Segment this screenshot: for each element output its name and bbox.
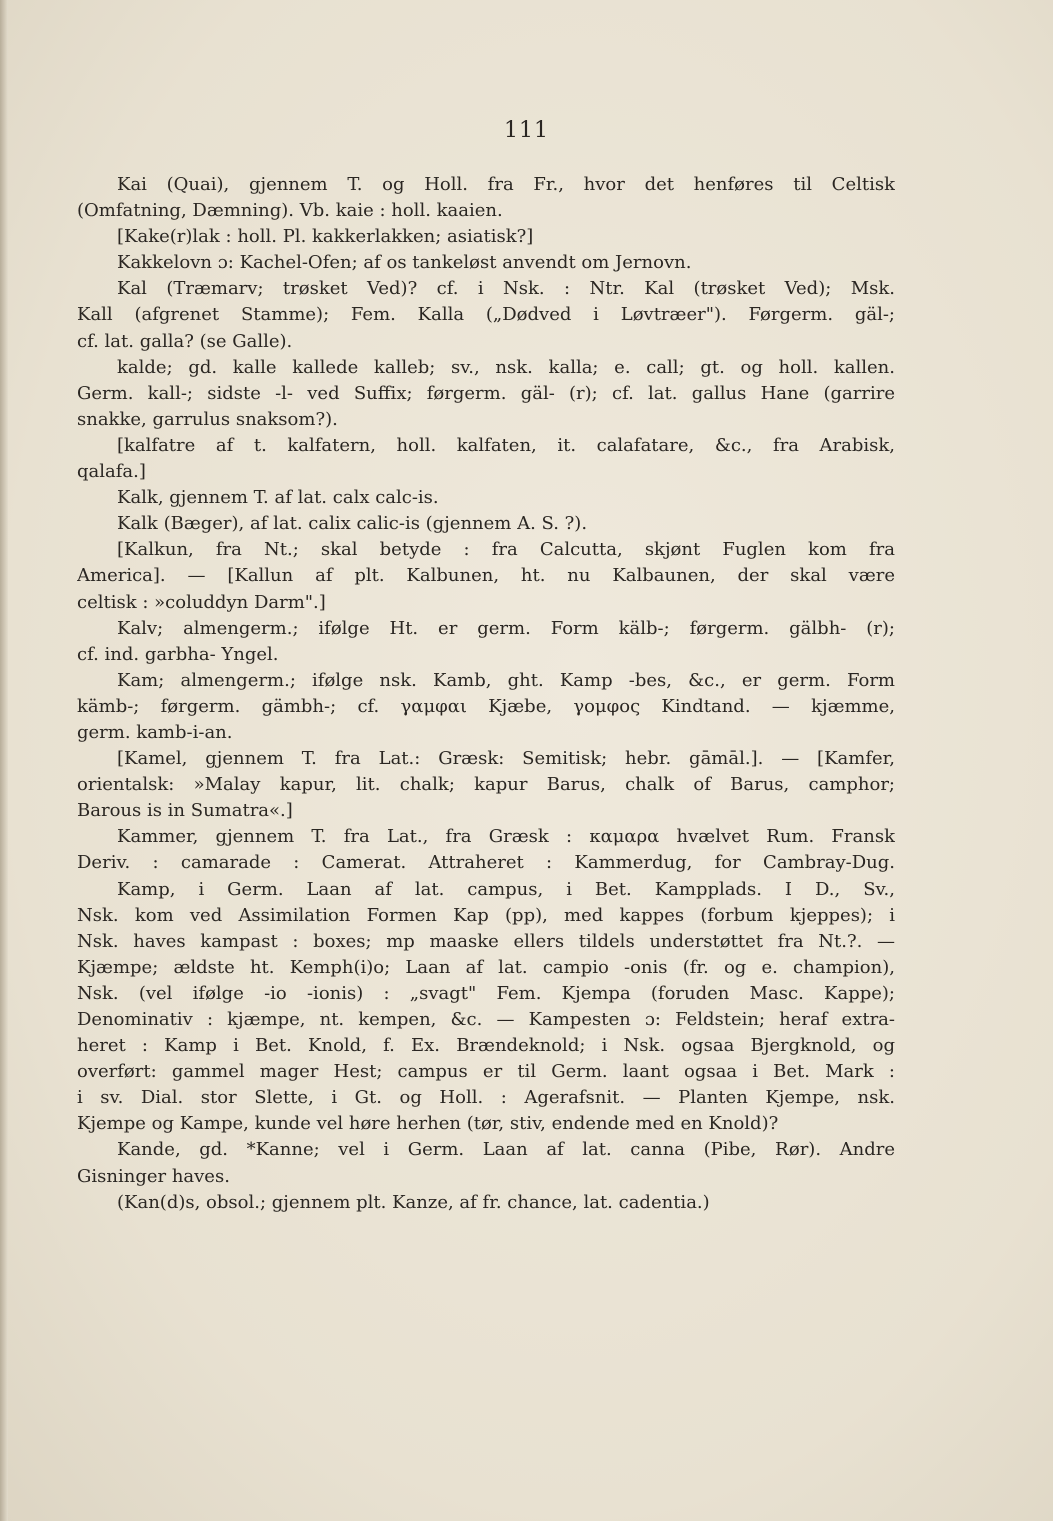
text-line: [Kake(r)lak : holl. Pl. kakkerlakken; asiatisk?] xyxy=(117,226,534,248)
text-line: Kande, gd. *Kanne; vel i Germ. Laan af lat. canna (Pibe, Rør). Andre xyxy=(117,1139,895,1161)
text-line: cf. ind. garbha- Yngel. xyxy=(77,643,279,665)
text-line: kämb-; førgerm. gämbh-; cf. γαμφαι Kjæbe, γομφος Kindtand. — kjæmme, xyxy=(77,695,895,717)
text-line: snakke, garrulus snaksom?). xyxy=(77,408,338,430)
text-line: Deriv. : camarade : Camerat. Attraheret : Kammerdug, for Cambray-Dug. xyxy=(77,852,895,874)
text-line: Kalv; almengerm.; ifølge Ht. er germ. Form kälb-; førgerm. gälbh- (r); xyxy=(117,617,895,639)
text-line: cf. lat. galla? (se Galle). xyxy=(77,330,293,352)
text-line: Kai (Quai), gjennem T. og Holl. fra Fr., hvor det henføres til Celtisk xyxy=(117,174,895,195)
text-line: Kal (Træmarv; trøsket Ved)? cf. i Nsk. : Ntr. Kal (trøsket Ved); Msk. xyxy=(117,278,895,300)
text-line: (Omfatning, Dæmning). Vb. kaie : holl. kaaien. xyxy=(77,200,503,222)
text-line: Kalk (Bæger), af lat. calix calic-is (gjennem A. S. ?). xyxy=(117,513,588,535)
text-line: qalafa.] xyxy=(77,461,146,483)
text-line: Nsk. kom ved Assimilation Formen Kap (pp), med kappes (forbum kjeppes); i xyxy=(77,904,895,926)
text-line: Gisninger haves. xyxy=(77,1165,230,1187)
text-line: Nsk. haves kampast : boxes; mp maaske ellers tildels understøttet fra Nt.?. — xyxy=(77,930,895,952)
text-line: Kamp, i Germ. Laan af lat. campus, i Bet. Kampplads. I D., Sv., xyxy=(117,878,895,900)
text-line: Barous is in Sumatra«.] xyxy=(77,800,293,822)
text-line: Kjæmpe; ældste ht. Kemph(i)o; Laan af lat. campio -onis (fr. og e. champion), xyxy=(77,956,895,978)
text-line: heret : Kamp i Bet. Knold, f. Ex. Brændeknold; i Nsk. ogsaa Bjergknold, og xyxy=(77,1035,895,1057)
text-line: Kam; almengerm.; ifølge nsk. Kamb, ght. Kamp -bes, &c., er germ. Form xyxy=(117,669,895,691)
text-line: [Kalkun, fra Nt.; skal betyde : fra Calcutta, skjønt Fuglen kom fra xyxy=(117,539,895,561)
text-line: germ. kamb-i-an. xyxy=(77,721,233,743)
text-line: America]. — [Kallun af plt. Kalbunen, ht. nu Kalbaunen, der skal være xyxy=(77,565,895,587)
text-line: Kall (afgrenet Stamme); Fem. Kalla („Dødved i Løvtræer"). Førgerm. gäl-; xyxy=(77,304,895,326)
text-line: Kalk, gjennem T. af lat. calx calc-is. xyxy=(117,487,439,509)
text-line: Kammer, gjennem T. fra Lat., fra Græsk : καμαρα hvælvet Rum. Fransk xyxy=(117,826,895,848)
page-number: 111 xyxy=(504,118,549,143)
text-line: (Kan(d)s, obsol.; gjennem plt. Kanze, af fr. chance, lat. cadentia.) xyxy=(117,1191,710,1213)
text-line: [Kamel, gjennem T. fra Lat.: Græsk: Semitisk; hebr. gāmāl.]. — [Kamfer, xyxy=(117,748,895,770)
text-line: celtisk : »coluddyn Darm".] xyxy=(77,591,326,613)
text-line: Denominativ : kjæmpe, nt. kempen, &c. — Kampesten ɔ: Feldstein; heraf extra- xyxy=(77,1009,895,1030)
text-line: Kjempe og Kampe, kunde vel høre herhen (tør, stiv, endende med en Knold)? xyxy=(77,1113,779,1135)
text-line: Kakkelovn ɔ: Kachel-Ofen; af os tankeløst anvendt om Jernovn. xyxy=(117,252,692,274)
text-line: kalde; gd. kalle kallede kalleb; sv., nsk. kalla; e. call; gt. og holl. kallen. xyxy=(117,356,895,378)
text-line: i sv. Dial. stor Slette, i Gt. og Holl. : Agerafsnit. — Planten Kjempe, nsk. xyxy=(77,1087,895,1109)
text-line: orientalsk: »Malay kapur, lit. chalk; kapur Barus, chalk of Barus, camphor; xyxy=(77,774,895,796)
text-line: overført: gammel mager Hest; campus er til Germ. laant ogsaa i Bet. Mark : xyxy=(77,1061,895,1083)
text-line: Nsk. (vel ifølge -io -ionis) : „svagt" Fem. Kjempa (foruden Masc. Kappe); xyxy=(77,982,895,1004)
text-line: Germ. kall-; sidste -l- ved Suffix; førgerm. gäl- (r); cf. lat. gallus Hane (garrire xyxy=(77,382,895,404)
text-line: [kalfatre af t. kalfatern, holl. kalfaten, it. calafatare, &c., fra Arabisk, xyxy=(117,434,895,456)
page-gutter xyxy=(0,0,8,1521)
dictionary-text-body xyxy=(77,172,895,1216)
